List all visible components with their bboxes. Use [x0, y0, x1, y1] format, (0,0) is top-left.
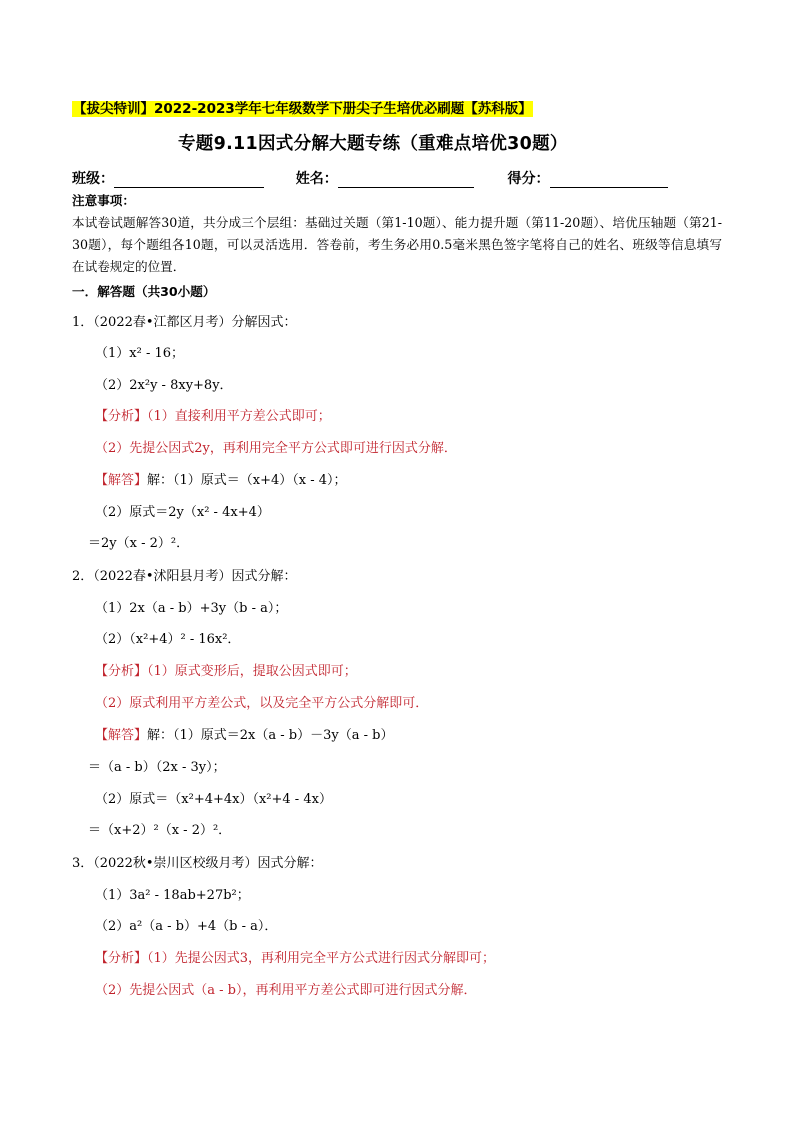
problem-2-answer-3: （2）原式＝（x²+4+4x）（x²+4 - 4x）	[95, 792, 332, 807]
problem-1-answer-3: ＝2y（x - 2）²．	[88, 536, 190, 551]
header-banner	[72, 100, 533, 119]
problem-2-part-1: （1）2x（a - b）+3y（b - a）；	[95, 601, 288, 616]
problem-1-answer-1: 【解答】解：（1）原式＝（x+4）（x - 4）；	[95, 473, 347, 488]
problem-3-analysis-2: （2）先提公因式（a - b），再利用平方差公式即可进行因式分解．	[95, 983, 477, 998]
problem-3-head: 3．（2022秋•崇川区校级月考）因式分解：	[72, 856, 323, 871]
problem-2-analysis-2: （2）原式利用平方差公式，以及完全平方公式分解即可．	[95, 696, 429, 711]
problem-2-part-2: （2）（x²+4）² - 16x²．	[95, 632, 241, 647]
score-blank[interactable]	[550, 173, 668, 188]
problem-2-head: 2．（2022春•沭阳县月考）因式分解：	[72, 569, 297, 584]
banner-text: 【拔尖特训】2022-2023学年七年级数学下册尖子生培优必刷题【苏科版】	[73, 101, 532, 117]
name-blank[interactable]	[338, 173, 474, 188]
problem-2-answer-4: ＝（x+2）²（x - 2）²．	[88, 823, 232, 838]
problem-2-analysis-1: 【分析】（1）原式变形后，提取公因式即可；	[95, 664, 357, 679]
problem-3-analysis-1: 【分析】（1）先提公因式3，再利用完全平方公式进行因式分解即可；	[95, 951, 496, 966]
section-heading: 一．解答题（共30小题）	[72, 284, 216, 299]
notice-text: 本试卷试题解答30道，共分成三个层组：基础过关题（第1-10题）、能力提升题（第11-20题）、培优压轴题（第21-30题），每个题组各10题，可以灵活选用．答卷前，考生务必用0.5毫米黑色签字笔将自己的姓名、班级等信息填写在试卷规定的位置．	[72, 215, 722, 274]
problem-1-head: 1．（2022春•江都区月考）分解因式：	[72, 315, 297, 330]
problem-2-answer-2: ＝（a - b）（2x - 3y）；	[88, 760, 226, 775]
answer-tag: 【解答】	[95, 473, 148, 488]
analysis-tag: 【分析】	[95, 409, 148, 424]
class-label: 班级：	[72, 171, 114, 187]
info-fields-row	[72, 170, 668, 188]
score-label: 得分：	[507, 171, 550, 187]
problem-2-answer-1: 【解答】解：（1）原式＝2x（a - b）－3y（a - b）	[95, 728, 394, 743]
answer-tag: 【解答】	[95, 728, 148, 743]
notice-heading: 注意事项：	[72, 193, 135, 208]
problem-3-part-2: （2）a²（a - b）+4（b - a）．	[95, 919, 278, 934]
problem-1-part-1: （1）x² - 16；	[95, 346, 185, 361]
name-label: 姓名：	[295, 171, 338, 187]
problem-1-analysis-2: （2）先提公因式2y，再利用完全平方公式即可进行因式分解．	[95, 441, 457, 456]
problem-3-part-1: （1）3a² - 18ab+27b²；	[95, 888, 250, 903]
class-blank[interactable]	[114, 173, 264, 188]
page-title: 专题9.11因式分解大题专练（重难点培优30题）	[178, 134, 568, 154]
problem-1-analysis-1: 【分析】（1）直接利用平方差公式即可；	[95, 409, 331, 424]
analysis-tag: 【分析】	[95, 664, 148, 679]
problem-1-part-2: （2）2x²y - 8xy+8y．	[95, 378, 233, 393]
problem-1-answer-2: （2）原式＝2y（x² - 4x+4）	[95, 505, 270, 520]
analysis-tag: 【分析】	[95, 951, 148, 966]
